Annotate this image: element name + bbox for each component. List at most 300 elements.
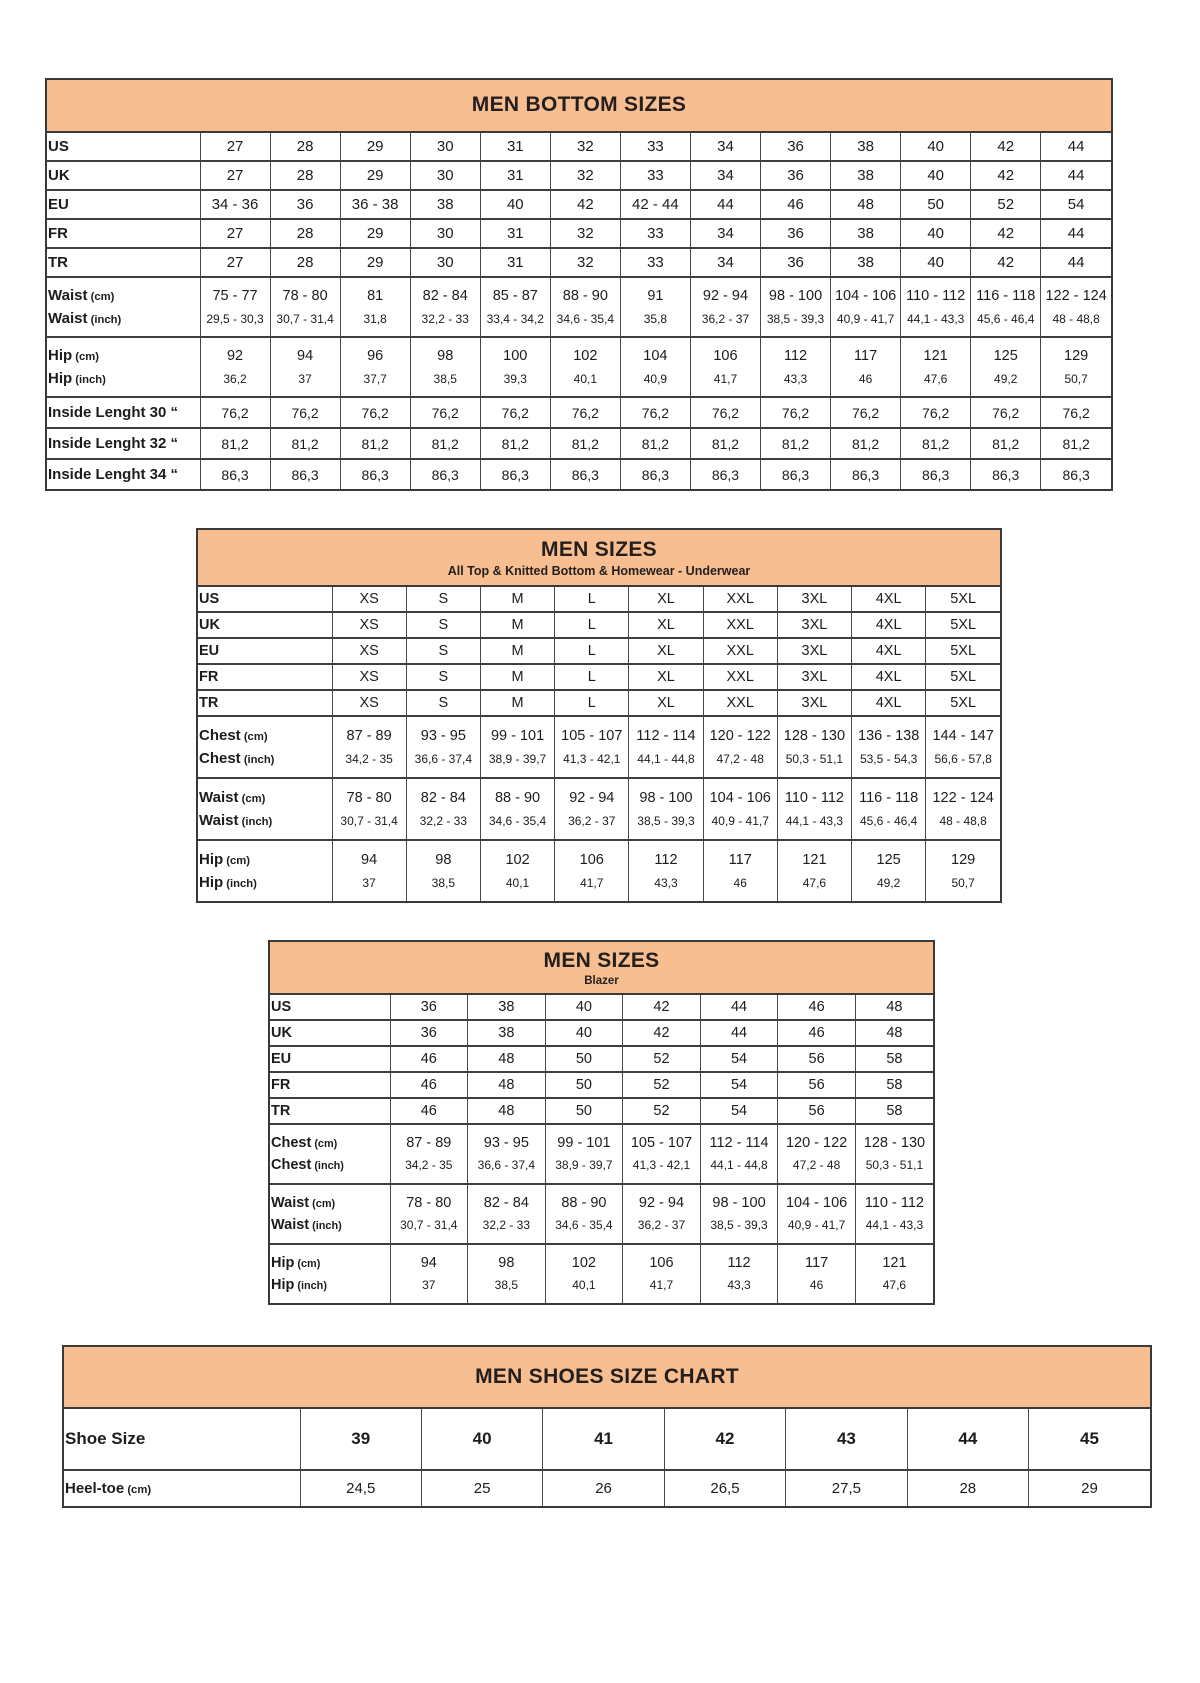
cell: 34 - 36 (200, 190, 270, 219)
cell: 86,3 (620, 459, 690, 489)
cell: 82 - 84 (406, 778, 480, 809)
cell: 46 (778, 995, 856, 1020)
cell: 36 (390, 995, 468, 1020)
cell: 44 (690, 190, 760, 219)
table-body (270, 995, 933, 1303)
cell: 91 (620, 277, 690, 307)
cell: 33 (620, 219, 690, 248)
cell: 40 (901, 219, 971, 248)
cell: 58 (855, 1098, 933, 1124)
cell: L (555, 638, 629, 664)
cell: 117 (831, 337, 901, 367)
cell: 40,9 (620, 367, 690, 397)
cell: 48 (855, 1020, 933, 1046)
cell: 92 - 94 (690, 277, 760, 307)
cell: 31 (480, 161, 550, 190)
cell: 41,7 (623, 1274, 701, 1303)
table-row (198, 587, 1000, 612)
cell: 28 (270, 161, 340, 190)
cell: 50,7 (926, 871, 1000, 901)
cell: 33 (620, 161, 690, 190)
cell: 44 (1041, 248, 1111, 277)
cell: XL (629, 638, 703, 664)
table-row (198, 840, 1000, 871)
table-row (198, 612, 1000, 638)
cell: 86,3 (410, 459, 480, 489)
cell: 47,6 (777, 871, 851, 901)
table-row (47, 459, 1111, 489)
cell: 37 (332, 871, 406, 901)
cell: 93 - 95 (406, 716, 480, 747)
row-label: Waist (cm) (198, 778, 332, 809)
cell: 43,3 (700, 1274, 778, 1303)
cell: 47,6 (901, 367, 971, 397)
cell: 36 (761, 219, 831, 248)
cell: 34 (690, 133, 760, 161)
cell: 40 (421, 1409, 542, 1470)
table-row (270, 1184, 933, 1214)
cell: 36 (390, 1020, 468, 1046)
cell: 44,1 - 43,3 (777, 809, 851, 840)
cell: XL (629, 612, 703, 638)
cell: 129 (926, 840, 1000, 871)
cell: 40,9 - 41,7 (703, 809, 777, 840)
cell: L (555, 664, 629, 690)
cell: 38 (831, 248, 901, 277)
cell: 76,2 (761, 397, 831, 428)
row-label: Hip (inch) (48, 370, 106, 387)
cell: XXL (703, 638, 777, 664)
cell: 81,2 (831, 428, 901, 459)
size-table (64, 1409, 1150, 1506)
cell: 45,6 - 46,4 (971, 307, 1041, 337)
cell: 86,3 (690, 459, 760, 489)
cell: 33 (620, 133, 690, 161)
cell: 38,5 (468, 1274, 546, 1303)
table-row (47, 277, 1111, 307)
cell: 25 (421, 1470, 542, 1506)
cell: 82 - 84 (410, 277, 480, 307)
cell: 98 - 100 (761, 277, 831, 307)
cell: 34 (690, 161, 760, 190)
row-label: Chest (cm) (198, 716, 332, 747)
cell: 106 (690, 337, 760, 367)
cell: 56 (778, 1072, 856, 1098)
cell: 46 (703, 871, 777, 901)
cell: 29,5 - 30,3 (200, 307, 270, 337)
cell: 86,3 (270, 459, 340, 489)
cell: XXL (703, 612, 777, 638)
cell: 54 (700, 1098, 778, 1124)
cell: M (480, 612, 554, 638)
cell: 50 (545, 1072, 623, 1098)
cell: 36,2 - 37 (623, 1214, 701, 1244)
row-label: Heel-toe (cm) (64, 1470, 300, 1506)
cell: XS (332, 664, 406, 690)
cell: 34,6 - 35,4 (550, 307, 620, 337)
row-label: TR (270, 1098, 390, 1124)
cell: 53,5 - 54,3 (852, 747, 926, 778)
cell: 81,2 (200, 428, 270, 459)
cell: 41 (543, 1409, 664, 1470)
cell: 122 - 124 (926, 778, 1000, 809)
cell: 92 - 94 (623, 1184, 701, 1214)
table-row (198, 638, 1000, 664)
cell: 32 (550, 161, 620, 190)
cell: 31 (480, 248, 550, 277)
table-row (64, 1470, 1150, 1506)
cell: 32,2 - 33 (410, 307, 480, 337)
cell: 81,2 (270, 428, 340, 459)
cell: 45,6 - 46,4 (852, 809, 926, 840)
cell: 46 (761, 190, 831, 219)
cell: 116 - 118 (852, 778, 926, 809)
cell: 81,2 (761, 428, 831, 459)
cell: 3XL (777, 612, 851, 638)
cell: 87 - 89 (332, 716, 406, 747)
cell: 76,2 (901, 397, 971, 428)
cell: 47,6 (855, 1274, 933, 1303)
cell: 36,2 - 37 (555, 809, 629, 840)
table-row (198, 747, 1000, 778)
cell: 105 - 107 (623, 1124, 701, 1154)
table-header (270, 942, 933, 995)
cell: 81,2 (410, 428, 480, 459)
row-label: UK (270, 1020, 390, 1046)
cell: 76,2 (1041, 397, 1111, 428)
table-subtitle: All Top & Knitted Bottom & Homewear - Underwear (447, 564, 751, 578)
row-label: TR (47, 248, 200, 277)
cell: 78 - 80 (332, 778, 406, 809)
cell: 85 - 87 (480, 277, 550, 307)
cell: 36,6 - 37,4 (406, 747, 480, 778)
cell: 27 (200, 219, 270, 248)
cell: 47,2 - 48 (778, 1154, 856, 1184)
row-label: Inside Lenght 34 “ (47, 459, 200, 489)
cell: S (406, 587, 480, 612)
cell: 106 (555, 840, 629, 871)
cell: XL (629, 664, 703, 690)
cell: 47,2 - 48 (703, 747, 777, 778)
cell: 104 (620, 337, 690, 367)
cell: 86,3 (200, 459, 270, 489)
table-header (64, 1347, 1150, 1409)
cell: 32 (550, 248, 620, 277)
cell: 41,3 - 42,1 (555, 747, 629, 778)
cell: 76,2 (480, 397, 550, 428)
cell: 40 (901, 133, 971, 161)
cell: 43,3 (629, 871, 703, 901)
cell: 38 (831, 161, 901, 190)
cell: 86,3 (761, 459, 831, 489)
cell: 44 (907, 1409, 1028, 1470)
row-label: Inside Lenght 32 “ (47, 428, 200, 459)
cell: 34,2 - 35 (332, 747, 406, 778)
cell: 34 (690, 219, 760, 248)
cell: 44,1 - 43,3 (901, 307, 971, 337)
cell: 102 (545, 1244, 623, 1274)
cell: 99 - 101 (545, 1124, 623, 1154)
cell: 4XL (852, 612, 926, 638)
row-label: EU (198, 638, 332, 664)
cell: 104 - 106 (831, 277, 901, 307)
cell: 4XL (852, 638, 926, 664)
cell: 76,2 (340, 397, 410, 428)
table-row (270, 1046, 933, 1072)
cell: M (480, 690, 554, 716)
size-table (47, 133, 1111, 489)
cell: 36 (761, 248, 831, 277)
cell: 121 (855, 1244, 933, 1274)
cell: 36 - 38 (340, 190, 410, 219)
cell: 48 (468, 1072, 546, 1098)
cell: 38,5 - 39,3 (700, 1214, 778, 1244)
cell: 38 (468, 995, 546, 1020)
table-row (64, 1409, 1150, 1470)
cell: 49,2 (852, 871, 926, 901)
table-title: MEN SHOES SIZE CHART (475, 1365, 739, 1388)
cell: 46 (831, 367, 901, 397)
cell: 30,7 - 31,4 (332, 809, 406, 840)
cell: 121 (777, 840, 851, 871)
cell: 120 - 122 (703, 716, 777, 747)
cell: 39 (300, 1409, 421, 1470)
table-title: MEN SIZES (543, 949, 660, 972)
cell: 88 - 90 (545, 1184, 623, 1214)
cell: 98 - 100 (700, 1184, 778, 1214)
cell: 129 (1041, 337, 1111, 367)
table-title: MEN BOTTOM SIZES (471, 93, 687, 116)
table-header (198, 530, 1000, 587)
cell: 54 (1041, 190, 1111, 219)
cell: 28 (270, 248, 340, 277)
cell: 34,2 - 35 (390, 1154, 468, 1184)
cell: 3XL (777, 638, 851, 664)
cell: 32 (550, 219, 620, 248)
cell: 42 (971, 248, 1041, 277)
cell: 116 - 118 (971, 277, 1041, 307)
cell: 106 (623, 1244, 701, 1274)
cell: 29 (1029, 1470, 1150, 1506)
table-row (47, 397, 1111, 428)
cell: 120 - 122 (778, 1124, 856, 1154)
cell: 102 (550, 337, 620, 367)
cell: 112 - 114 (700, 1124, 778, 1154)
cell: 35,8 (620, 307, 690, 337)
cell: 3XL (777, 587, 851, 612)
size-table (198, 587, 1000, 901)
cell: 44,1 - 43,3 (855, 1214, 933, 1244)
row-label: Hip (cm) (270, 1244, 390, 1274)
cell: 36,2 - 37 (690, 307, 760, 337)
table-row (47, 337, 1111, 367)
cell: 36,2 (200, 367, 270, 397)
cell: 86,3 (901, 459, 971, 489)
cell: 104 - 106 (703, 778, 777, 809)
size-chart-page (0, 78, 1200, 1508)
cell: 36 (270, 190, 340, 219)
table-row (47, 133, 1111, 161)
table-row (47, 161, 1111, 190)
cell: 3XL (777, 690, 851, 716)
cell: 5XL (926, 664, 1000, 690)
cell: 30 (410, 133, 480, 161)
cell: 38 (410, 190, 480, 219)
cell: 94 (390, 1244, 468, 1274)
table-row (198, 778, 1000, 809)
cell: 49,2 (971, 367, 1041, 397)
cell: 94 (270, 337, 340, 367)
cell: XXL (703, 664, 777, 690)
cell: 5XL (926, 638, 1000, 664)
cell: 44,1 - 44,8 (700, 1154, 778, 1184)
row-label: FR (47, 219, 200, 248)
cell: 98 (406, 840, 480, 871)
cell: L (555, 587, 629, 612)
cell: 33,4 - 34,2 (480, 307, 550, 337)
cell: 3XL (777, 664, 851, 690)
cell: 50 (545, 1098, 623, 1124)
cell: 28 (270, 219, 340, 248)
row-label: EU (270, 1046, 390, 1072)
cell: 104 - 106 (778, 1184, 856, 1214)
row-label: Hip (inch) (271, 1277, 327, 1293)
cell: XL (629, 587, 703, 612)
cell: 122 - 124 (1041, 277, 1111, 307)
cell: 48 - 48,8 (1041, 307, 1111, 337)
cell: 81 (340, 277, 410, 307)
cell: 81,2 (620, 428, 690, 459)
row-label: Waist (cm) (47, 277, 200, 307)
cell: 110 - 112 (777, 778, 851, 809)
cell: 76,2 (971, 397, 1041, 428)
cell: 44 (700, 995, 778, 1020)
cell: 117 (703, 840, 777, 871)
cell: 81,2 (901, 428, 971, 459)
cell: 36,6 - 37,4 (468, 1154, 546, 1184)
cell: 26,5 (664, 1470, 785, 1506)
table-row (270, 1154, 933, 1184)
cell: 40,1 (545, 1274, 623, 1303)
cell: 98 - 100 (629, 778, 703, 809)
cell: 34,6 - 35,4 (545, 1214, 623, 1244)
cell: 81,2 (340, 428, 410, 459)
cell: 38,9 - 39,7 (480, 747, 554, 778)
table-row (47, 428, 1111, 459)
table-body (198, 587, 1000, 901)
cell: 27,5 (786, 1470, 907, 1506)
table-row (47, 367, 1111, 397)
cell: 40,9 - 41,7 (778, 1214, 856, 1244)
cell: 44 (1041, 219, 1111, 248)
row-label: FR (198, 664, 332, 690)
cell: 82 - 84 (468, 1184, 546, 1214)
table-row (198, 716, 1000, 747)
cell: 44,1 - 44,8 (629, 747, 703, 778)
row-label: Hip (inch) (199, 874, 257, 891)
cell: 29 (340, 219, 410, 248)
cell: 36 (761, 161, 831, 190)
size-table (270, 995, 933, 1303)
cell: XS (332, 587, 406, 612)
cell: 54 (700, 1046, 778, 1072)
table-row (270, 1098, 933, 1124)
cell: 96 (340, 337, 410, 367)
table-row (198, 690, 1000, 716)
cell: 42 (623, 1020, 701, 1046)
cell: 30 (410, 219, 480, 248)
cell: L (555, 690, 629, 716)
cell: 37,7 (340, 367, 410, 397)
cell: 37 (390, 1274, 468, 1303)
cell: 42 (971, 219, 1041, 248)
row-label: Chest (inch) (199, 750, 275, 767)
row-label: US (199, 591, 220, 607)
cell: 78 - 80 (390, 1184, 468, 1214)
cell: 81,2 (690, 428, 760, 459)
cell: 121 (901, 337, 971, 367)
cell: 38,5 - 39,3 (629, 809, 703, 840)
cell: 98 (468, 1244, 546, 1274)
row-label: Inside Lenght 30 “ (47, 397, 200, 428)
cell: XL (629, 690, 703, 716)
cell: 34,6 - 35,4 (480, 809, 554, 840)
table-row (270, 1274, 933, 1303)
cell: 92 (200, 337, 270, 367)
cell: 42 (550, 190, 620, 219)
cell: 29 (340, 161, 410, 190)
cell: XXL (703, 587, 777, 612)
cell: 27 (200, 161, 270, 190)
cell: 75 - 77 (200, 277, 270, 307)
cell: 76,2 (410, 397, 480, 428)
cell: 81,2 (480, 428, 550, 459)
row-label: Chest (inch) (271, 1157, 344, 1173)
cell: 46 (778, 1020, 856, 1046)
cell: 4XL (852, 587, 926, 612)
cell: 76,2 (270, 397, 340, 428)
cell: 125 (971, 337, 1041, 367)
table-row (47, 248, 1111, 277)
cell: 88 - 90 (480, 778, 554, 809)
cell: 52 (971, 190, 1041, 219)
cell: M (480, 664, 554, 690)
table-row (47, 219, 1111, 248)
table-row (270, 995, 933, 1020)
table-row (270, 1020, 933, 1046)
cell: 128 - 130 (777, 716, 851, 747)
cell: 86,3 (1041, 459, 1111, 489)
cell: 86,3 (550, 459, 620, 489)
cell: 50,3 - 51,1 (855, 1154, 933, 1184)
cell: 76,2 (200, 397, 270, 428)
cell: 39,3 (480, 367, 550, 397)
cell: 42 - 44 (620, 190, 690, 219)
cell: 40 (545, 995, 623, 1020)
cell: 112 (700, 1244, 778, 1274)
row-label: Hip (cm) (47, 337, 200, 367)
cell: 38,5 (410, 367, 480, 397)
cell: 81,2 (971, 428, 1041, 459)
cell: 31,8 (340, 307, 410, 337)
cell: 50 (545, 1046, 623, 1072)
cell: 32,2 - 33 (468, 1214, 546, 1244)
row-label: Waist (inch) (48, 310, 122, 327)
cell: 92 - 94 (555, 778, 629, 809)
cell: L (555, 612, 629, 638)
cell: 81,2 (550, 428, 620, 459)
cell: 102 (480, 840, 554, 871)
